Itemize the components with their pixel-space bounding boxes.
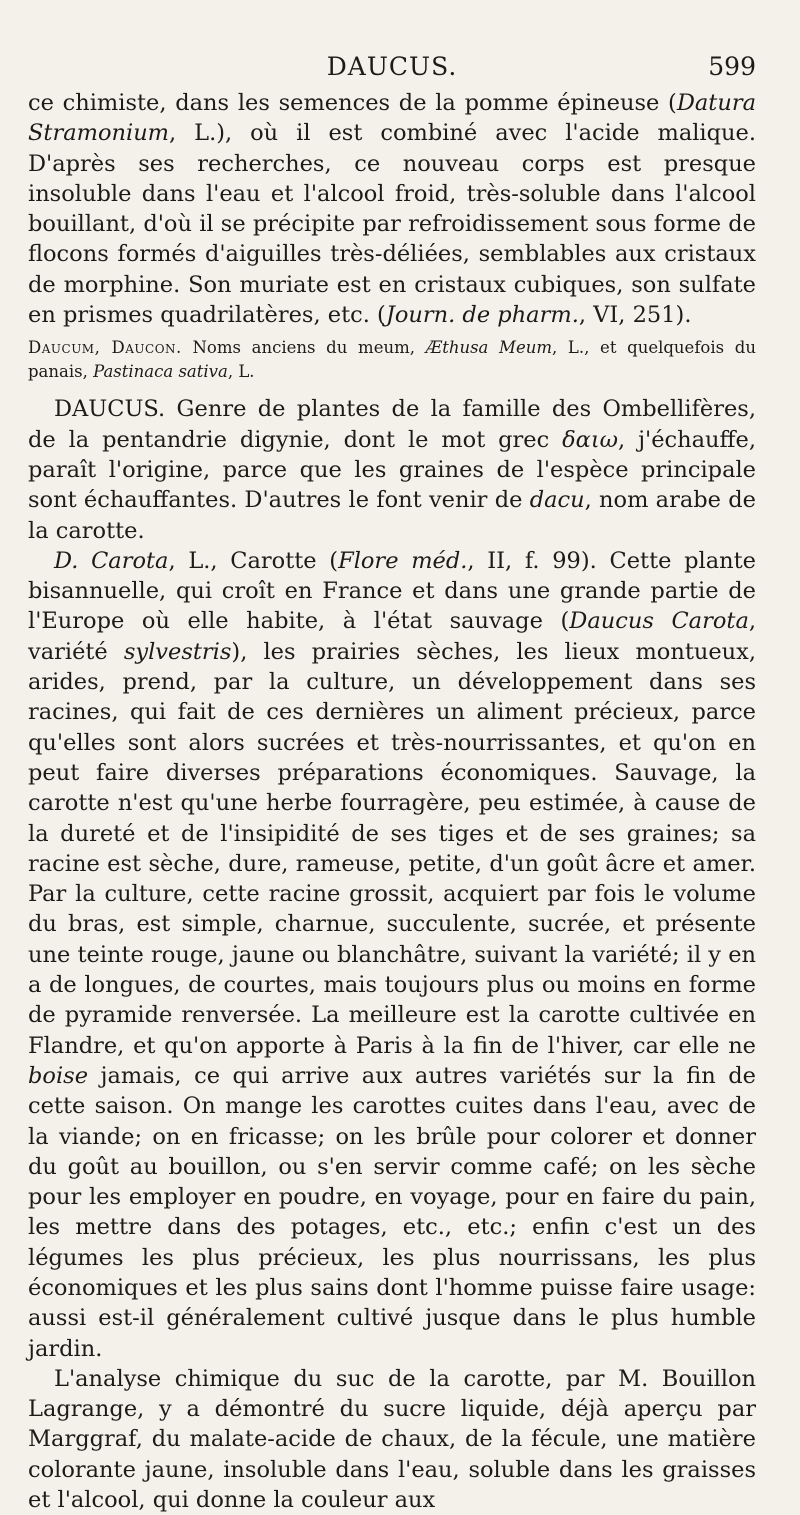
text-span: , j'échauffe, paraît l'origine, parce que les graines de l'espèce principale sont échauffantes. D'autres le font venir de	[28, 426, 756, 514]
greek-word: δαιω	[562, 426, 619, 453]
text-span: , VI, 251).	[578, 302, 692, 329]
italic-span: Daucus Carota	[569, 608, 749, 635]
text-span: Noms anciens du meum,	[181, 338, 426, 358]
italic-span: sylvestris	[123, 638, 232, 665]
text-span: ce chimiste, dans les semences de la pomme épineuse (	[28, 90, 677, 116]
italic-span: dacu	[529, 487, 585, 514]
italic-span: Datura Stramonium	[28, 90, 756, 147]
paragraph-analyse	[28, 1364, 756, 1515]
italic-span: boise	[28, 1062, 89, 1089]
text-span: , nom arabe de la carotte.	[28, 487, 756, 544]
paragraph-daucus-genus	[28, 394, 756, 545]
smallcaps-headword: Daucum, Daucon.	[28, 338, 182, 358]
text-span: ), les prairies sèches, les lieux montueux, arides, prend, par la culture, un développement dans ses racines, qui fait de ces dernières un aliment précieux, parce qu'elles sont alors sucrées et très-nourrissantes, et qu'on en peut faire diverses préparations économiques. Sauvage, la carotte n'est qu'une herbe fourragère, peu estimée, à cause de la dureté et de l'insipidité de ses tiges et de ses graines; sa racine est sèche, dure, rameuse, petite, d'un goût âcre et amer. Par la culture, cette racine grossit, acquiert par fois le volume du bras, est simple, charnue, succulente, sucrée, et présente une teinte rouge, jaune ou blanchâtre, suivant la variété; il y en a de longues, de courtes, mais toujours plus ou moins en forme de pyramide renversée. La meilleure est la carotte cultivée en Flandre, et qu'on apporte à Paris à la fin de l'hiver, car elle ne	[28, 638, 756, 1059]
italic-span: Flore méd.	[338, 547, 468, 574]
text-span: , L., Carotte (	[168, 547, 339, 574]
italic-span: Pastinaca sativa	[93, 362, 228, 382]
text-span: jamais, ce qui arrive aux autres variétés sur la fin de cette saison. On mange les carottes cuites dans l'eau, avec de la viande; on en fricasse; on les brûle pour colorer et donner du goût au bouillon, ou s'en servir comme café; on les sèche pour les employer en poudre, en voyage, pour en faire du pain, les mettre dans des potages, etc., etc.; enfin c'est un des légumes les plus précieux, les plus nourrissans, les plus économiques et les plus sains dont l'homme puisse faire usage: aussi est-il généralement cultivé jusque dans le plus humble jardin.	[28, 1062, 756, 1362]
italic-span: Æthusa Meum	[425, 338, 552, 358]
paragraph-datura	[28, 88, 756, 330]
entry-headword: DAUCUS.	[54, 396, 166, 423]
paragraph-carota	[28, 546, 756, 1364]
text-span: , variété	[28, 608, 757, 665]
running-title: DAUCUS.	[326, 52, 458, 81]
text-span: , L.), où il est combiné avec l'acide malique. D'après ses recherches, ce nouveau corps est presque insoluble dans l'eau et l'alcool froid, très-soluble dans l'alcool bouillant, d'où il se précipite par refroidissement sous forme de flocons formés d'aiguilles très-déliées, semblables aux cristaux de morphine. Son muriate est en cristaux cubiques, son sulfate en prismes quadrilatères, etc. (	[28, 120, 756, 329]
text-span: , L.	[227, 362, 255, 382]
text-span: , L., et quelquefois du panais,	[28, 338, 756, 382]
page-number: 599	[708, 52, 756, 81]
text-span: , II, f. 99). Cette plante bisannuelle, qui croît en France et dans une grande partie de l'Europe où elle habite, à l'état sauvage (	[28, 547, 756, 635]
italic-span: D. Carota	[54, 547, 169, 574]
text-span: L'analyse chimique du suc de la carotte, par M. Bouillon Lagrange, y a démontré du sucre liquide, déjà aperçu par Marggraf, du malate-acide de chaux, de la fécule, une matière colorante jaune, insoluble dans l'eau, soluble dans les graisses et l'alcool, qui donne la couleur aux	[28, 1365, 756, 1514]
italic-span: Journ. de pharm.	[385, 302, 579, 329]
text-span: Genre de plantes de la famille des Ombellifères, de la pentandrie digynie, dont le mot grec	[28, 396, 756, 453]
page-header	[28, 48, 756, 88]
paragraph-daucum-note	[28, 336, 756, 384]
